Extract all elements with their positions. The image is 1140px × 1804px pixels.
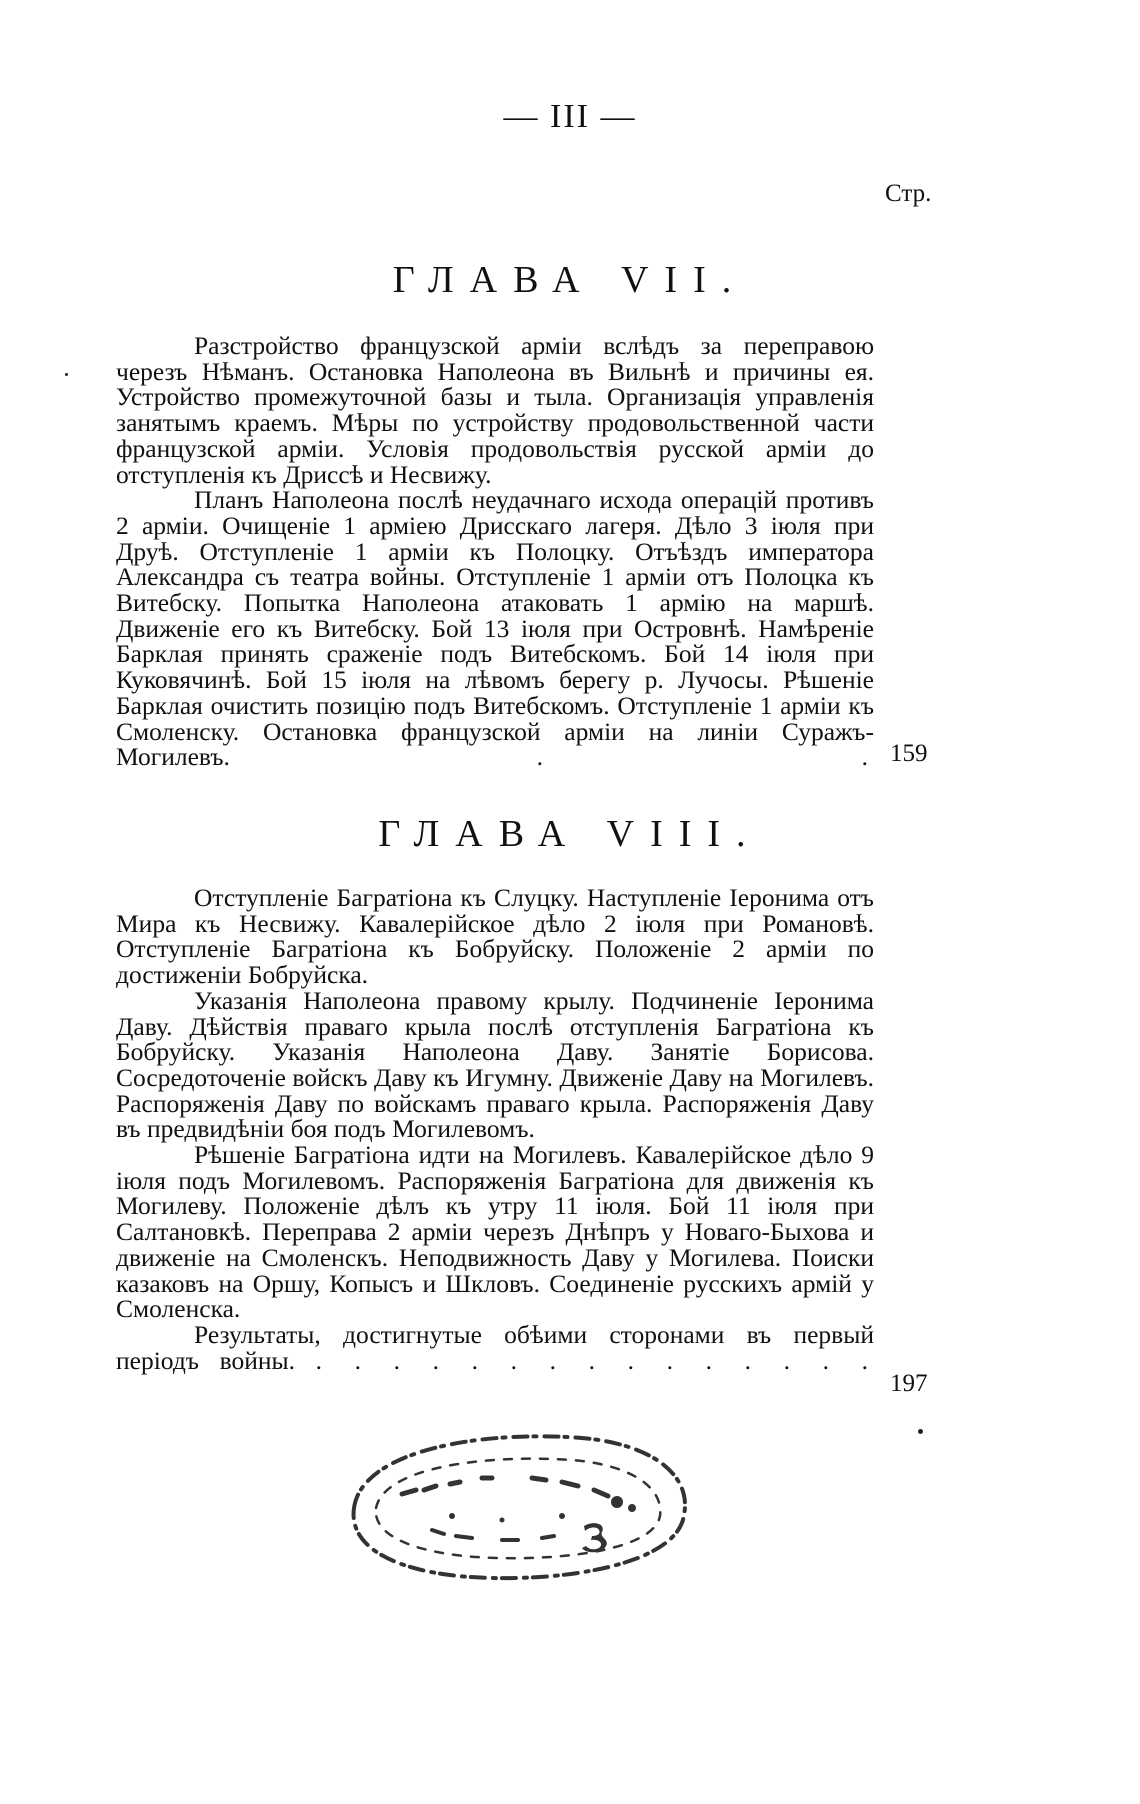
chapter-7-page-ref: 159 xyxy=(890,740,928,767)
chapter-7-paragraph-2 xyxy=(116,487,874,770)
chapter-8-title: ГЛАВА VIII. xyxy=(378,813,762,855)
chapter-8-paragraph-2: Указанія Наполеона правому крылу. Подчиненіе Іеронима Даву. Дѣйствія праваго крыла послѣ отступленія Багратіона къ Бобруйску. Указанія Наполеона Даву. Занятіе Борисова. Сосредоточеніе войскъ Даву къ Игумну. Движеніе Даву на Могилевъ. Распоряженія Даву по войскамъ праваго крыла. Распоряженія Даву въ предвидѣніи боя подъ Могилевомъ. xyxy=(116,985,874,1144)
chapter-8-summary xyxy=(116,885,874,1373)
library-stamp-graphic xyxy=(332,1420,702,1590)
chapter-8-paragraph-1: Отступленіе Багратіона къ Слуцку. Наступленіе Іеронима отъ Мира къ Несвижу. Кавалерійское дѣло 2 іюля при Романовѣ. Отступленіе Багратіона къ Бобруйску. Положеніе 2 арміи по достиженіи Бобруйска. xyxy=(116,883,874,990)
page-number: — III — xyxy=(503,98,637,135)
chapter-8-dot-leader: . . . . . . . . . . . . . . . xyxy=(315,1345,874,1375)
ink-speck xyxy=(918,1429,923,1434)
chapter-7-dot-leader: . . xyxy=(536,742,874,772)
chapter-8-page-ref: 197 xyxy=(890,1370,928,1397)
chapter-8-paragraph-4-text: Результаты, достигнутые обѣими сторонами въ первый періодъ войны. xyxy=(116,1319,874,1375)
chapter-8-paragraph-4 xyxy=(116,1319,874,1375)
library-stamp xyxy=(332,1420,702,1590)
ink-speck xyxy=(65,373,68,376)
chapter-7-paragraph-2-text: Планъ Наполеона послѣ неудачнаго исхода операцій противъ 2 арміи. Очищеніе 1 арміею Дрисскаго лагеря. Дѣло 3 іюля при Друѣ. Отступленіе 1 арміи къ Полоцку. Отъѣздъ императора Александра съ театра войны. Отступленіе 1 арміи отъ Полоцка къ Витебску. Попытка Наполеона атаковать 1 армію на маршѣ. Движеніе его къ Витебску. Бой 13 іюля при Островнѣ. Намѣреніе Барклая принять сраженіе подъ Витебскомъ. Бой 14 іюля при Куковячинѣ. Бой 15 іюля на лѣвомъ берегу р. Лучосы. Рѣшеніе Барклая очистить позицію подъ Витебскомъ. Отступленіе 1 арміи къ Смоленску. Остановка французской арміи на линіи Суражъ-Могилевъ. xyxy=(116,485,874,772)
chapter-7-title: ГЛАВА VII. xyxy=(392,259,748,301)
page-column-label: Стр. xyxy=(885,180,932,207)
chapter-7-summary xyxy=(116,333,874,770)
chapter-7-paragraph-1: Разстройство французской арміи вслѣдъ за переправою черезъ Нѣманъ. Остановка Наполеона въ Вильнѣ и причины ея. Устройство промежуточной базы и тыла. Организація управленія занятымъ краемъ. Мѣры по устройству продовольственной части французской арміи. Условія продовольствія русской арміи до отступленія къ Дриссѣ и Несвижу. xyxy=(116,331,874,489)
chapter-8-paragraph-3: Рѣшеніе Багратіона идти на Могилевъ. Кавалерійское дѣло 9 іюля подъ Могилевомъ. Распоряженія Багратіона для движенія къ Могилеву. Положеніе дѣлъ къ утру 11 іюля. Бой 11 іюля при Салтановкѣ. Переправа 2 арміи черезъ Днѣпръ у Новаго-Быхова и движеніе на Смоленскъ. Неподвижность Даву у Могилева. Поиски казаковъ на Оршу, Копысъ и Шкловъ. Соединеніе русскихъ армій у Смоленска. xyxy=(116,1140,874,1324)
